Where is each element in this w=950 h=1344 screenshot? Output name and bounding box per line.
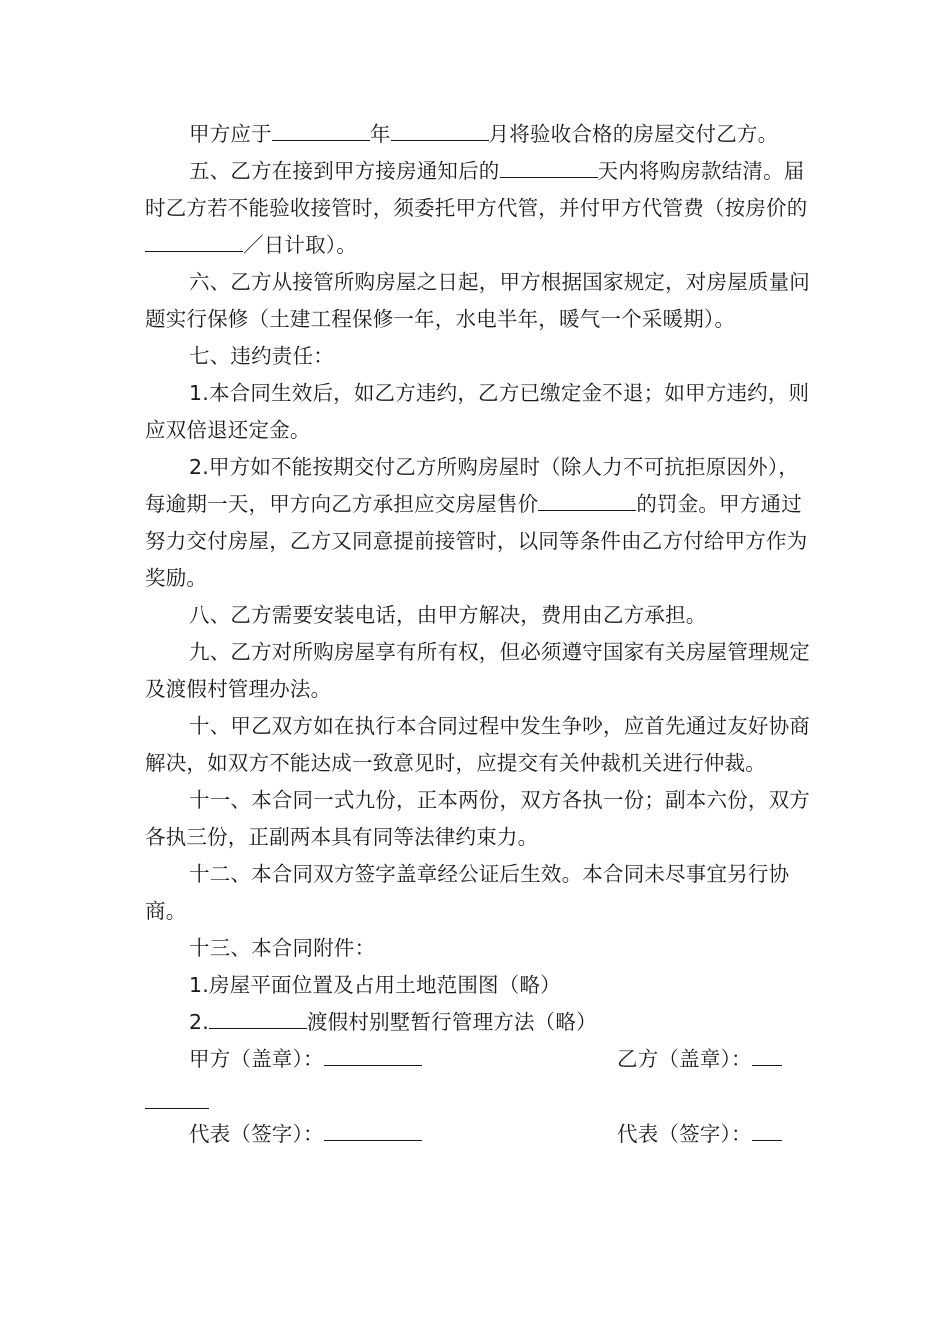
clause-13-1: 1.房屋平面位置及占用土地范围图（略） [189, 973, 561, 997]
clause-10: 十、甲乙双方如在执行本合同过程中发生争吵，应首先通过友好协商解决，如双方不能达成一致意见时，应提交有关仲裁机关进行仲裁。 [145, 714, 810, 775]
blank-fee-rate [145, 250, 243, 252]
blank-party-b-seal [752, 1064, 782, 1066]
text: 月将验收合格的房屋交付乙方。 [488, 122, 779, 146]
clause-7-2 [145, 449, 810, 597]
blank-year [272, 139, 370, 141]
text: 2.甲方如不能按期交付乙方所购房屋时（除人力不可抗拒原因外），每逾期一天，甲方向乙方承担应交房屋售价 [145, 455, 800, 516]
delivery-date-clause [145, 116, 810, 153]
label: 乙方（盖章）： [617, 1047, 752, 1071]
label: 代表（签字）： [617, 1122, 752, 1146]
party-b-seal [617, 1041, 782, 1078]
signature-row [145, 1116, 810, 1153]
clause-7-1: 1.本合同生效后，如乙方违约，乙方已缴定金不退；如甲方违约，则应双倍退还定金。 [145, 381, 810, 442]
blank-resort-name [209, 1027, 307, 1029]
text: 渡假村别墅暂行管理方法（略） [306, 1010, 597, 1034]
blank-party-a-seal [324, 1064, 422, 1066]
clause-9: 九、乙方对所购房屋享有所有权，但必须遵守国家有关房屋管理规定及渡假村管理办法。 [145, 640, 810, 701]
seal-row [145, 1041, 810, 1078]
blank-rep-a-sign [324, 1139, 422, 1141]
contract-body [145, 116, 810, 1153]
text: 的罚金。甲方通过努力交付房屋，乙方又同意提前接管时，以同等条件由乙方付给甲方作为奖励。 [145, 492, 808, 590]
text: 2. [189, 1010, 209, 1034]
text: 天内将购房款结清。届时乙方若不能验收接管时，须委托甲方代管，并付甲方代管费（按房价的 [145, 159, 808, 220]
clause-5 [145, 153, 810, 264]
blank-days [500, 176, 598, 178]
clause-11: 十一、本合同一式九份，正本两份，双方各执一份；副本六份，双方各执三份，正副两本具有同等法律约束力。 [145, 788, 810, 849]
label: 甲方（盖章）： [189, 1047, 324, 1071]
blank-penalty [538, 509, 636, 511]
blank-party-b-seal-continued [145, 1078, 209, 1109]
clause-13: 十三、本合同附件： [189, 936, 376, 960]
text: 五、乙方在接到甲方接房通知后的 [189, 159, 500, 183]
text: 甲方应于 [189, 122, 272, 146]
rep-a-sign [189, 1116, 422, 1153]
label: 代表（签字）： [189, 1122, 324, 1146]
blank-month [391, 139, 489, 141]
text: ／日计取）。 [243, 233, 357, 257]
clause-6: 六、乙方从接管所购房屋之日起，甲方根据国家规定，对房屋质量问题实行保修（土建工程保修一年，水电半年，暖气一个采暖期）。 [145, 270, 810, 331]
clause-13-2 [145, 1004, 810, 1041]
clause-8: 八、乙方需要安装电话，由甲方解决，费用由乙方承担。 [189, 603, 707, 627]
rep-b-sign [617, 1116, 782, 1153]
clause-12: 十二、本合同双方签字盖章经公证后生效。本合同未尽事宜另行协商。 [145, 862, 790, 923]
blank-rep-b-sign [752, 1139, 782, 1141]
text: 年 [369, 122, 391, 146]
party-a-seal [189, 1041, 422, 1078]
clause-7: 七、违约责任： [189, 344, 334, 368]
